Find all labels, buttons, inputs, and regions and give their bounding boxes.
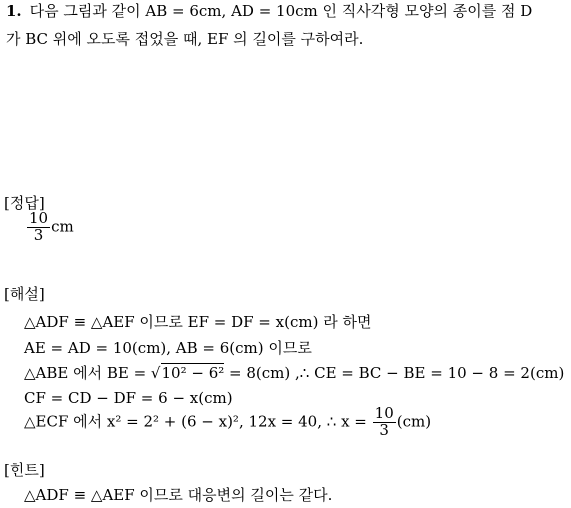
problem-line-1: 1. 다음 그림과 같이 AB = 6cm, AD = 10cm 인 직사각형 모양의 종이를 점 D [6,2,533,20]
solution-line-2: AE = AD = 10(cm), AB = 6(cm) 이므로 [24,339,312,357]
solution-heading: [해설] [4,285,45,303]
hint-line-1: △ADF ≡ △AEF 이므로 대응변의 길이는 같다. [24,486,333,504]
solution-line-1: △ADF ≡ △AEF 이므로 EF = DF = x(cm) 라 하면 [24,313,372,331]
problem-number: 1. [6,2,22,20]
solution-fraction: $\frac{10}{3}$ [374,404,394,439]
answer-heading: [정답] [4,194,45,212]
solution-line-3: △ABE 에서 BE = √10² − 6² = 8(cm) ,∴ CE = BC − BE = 10 − 8 = 2(cm) [24,364,565,382]
problem-line-2: 가 BC 위에 오도록 접었을 때, EF 의 길이를 구하여라. [6,30,364,48]
hint-heading: [힌트] [4,461,45,479]
solution-line-5: △ECF 에서 x² = 2² + (6 − x)², 12x = 40, ∴ x = $\frac{10}{3}$ (cm) [24,404,432,439]
solution-line-4: CF = CD − DF = 6 − x(cm) [24,389,233,407]
answer-value: $\frac{10}{3}$ cm [29,209,74,244]
answer-fraction: $\frac{10}{3}$ [29,209,49,244]
